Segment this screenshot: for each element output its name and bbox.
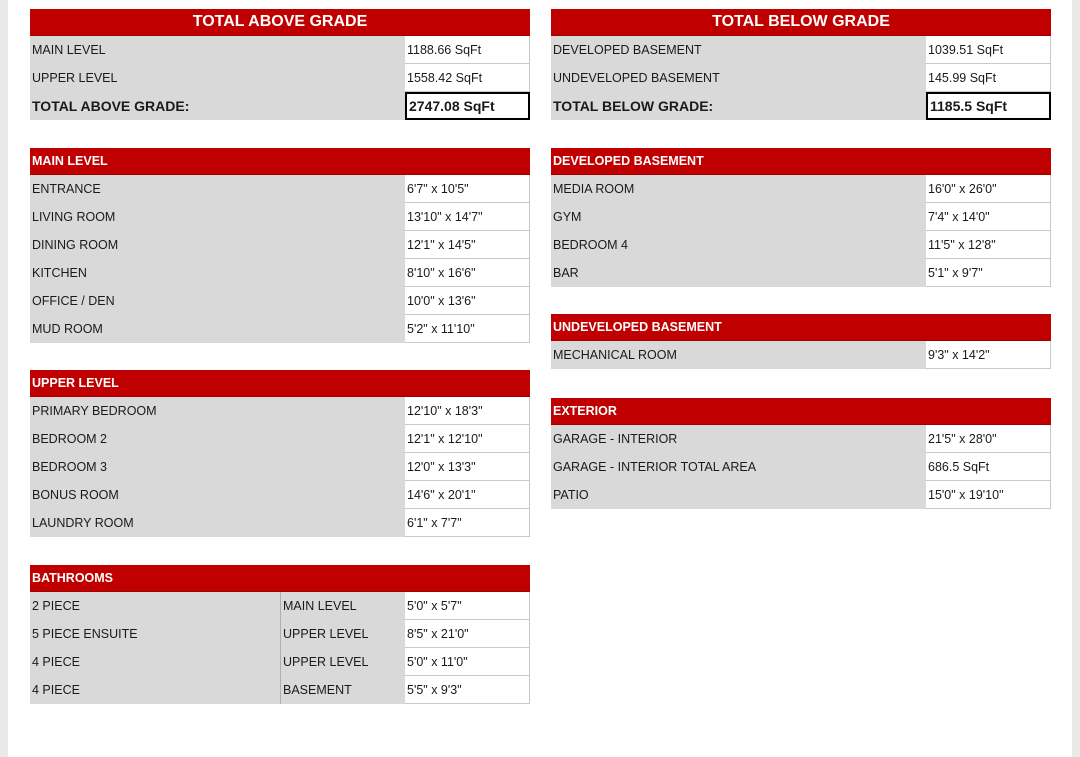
room-dimensions: 16'0" x 26'0" [926,175,1051,203]
bathroom-type: 4 PIECE [30,648,280,676]
table-row [551,36,1051,64]
room-label: KITCHEN [30,259,405,287]
room-dimensions: 21'5" x 28'0" [926,425,1051,453]
table-row [551,175,1051,203]
total-row [551,92,1051,120]
row-value: 1188.66 SqFt [405,36,530,64]
table-row [30,453,530,481]
room-dimensions: 12'1" x 12'10" [405,425,530,453]
row-value: 145.99 SqFt [926,64,1051,92]
bathroom-level: MAIN LEVEL [280,592,405,620]
row-label: MAIN LEVEL [30,36,405,64]
room-dimensions: 5'5" x 9'3" [405,676,530,704]
table-row [551,231,1051,259]
table-row [30,287,530,315]
main-level-table [30,148,530,343]
table-header: MAIN LEVEL [30,148,530,175]
table-row [551,481,1051,509]
room-label: DINING ROOM [30,231,405,259]
room-label: GARAGE - INTERIOR [551,425,926,453]
total-value: 1185.5 SqFt [926,92,1051,120]
room-dimensions: 5'2" x 11'10" [405,315,530,343]
room-label: PATIO [551,481,926,509]
room-label: BEDROOM 3 [30,453,405,481]
table-row [30,315,530,343]
room-dimensions: 13'10" x 14'7" [405,203,530,231]
bathroom-level: UPPER LEVEL [280,648,405,676]
room-dimensions: 9'3" x 14'2" [926,341,1051,369]
bathrooms-table [30,565,530,704]
room-label: MUD ROOM [30,315,405,343]
table-header: BATHROOMS [30,565,530,592]
room-label: BEDROOM 4 [551,231,926,259]
total-above-grade-table [30,9,530,120]
table-row [30,592,530,620]
table-row [30,64,530,92]
row-label: DEVELOPED BASEMENT [551,36,926,64]
row-label: UPPER LEVEL [30,64,405,92]
room-label: LAUNDRY ROOM [30,509,405,537]
total-row [30,92,530,120]
room-dimensions: 12'0" x 13'3" [405,453,530,481]
room-label: ENTRANCE [30,175,405,203]
room-dimensions: 10'0" x 13'6" [405,287,530,315]
bathroom-type: 2 PIECE [30,592,280,620]
table-row [30,676,530,704]
table-row [30,175,530,203]
table-row [30,259,530,287]
room-dimensions: 5'0" x 11'0" [405,648,530,676]
room-label: GYM [551,203,926,231]
room-label: MECHANICAL ROOM [551,341,926,369]
table-row [30,620,530,648]
room-dimensions: 8'10" x 16'6" [405,259,530,287]
room-dimensions: 15'0" x 19'10" [926,481,1051,509]
total-label: TOTAL BELOW GRADE: [551,92,926,120]
bathroom-type: 4 PIECE [30,676,280,704]
room-dimensions: 8'5" x 21'0" [405,620,530,648]
row-label: UNDEVELOPED BASEMENT [551,64,926,92]
room-label: BEDROOM 2 [30,425,405,453]
room-label: LIVING ROOM [30,203,405,231]
room-dimensions: 12'10" x 18'3" [405,397,530,425]
table-row [30,425,530,453]
table-header: UNDEVELOPED BASEMENT [551,314,1051,341]
table-row [551,203,1051,231]
row-value: 1558.42 SqFt [405,64,530,92]
table-header: UPPER LEVEL [30,370,530,397]
table-header: TOTAL ABOVE GRADE [30,9,530,36]
bathroom-level: UPPER LEVEL [280,620,405,648]
room-label: PRIMARY BEDROOM [30,397,405,425]
room-dimensions: 11'5" x 12'8" [926,231,1051,259]
room-label: BONUS ROOM [30,481,405,509]
total-label: TOTAL ABOVE GRADE: [30,92,405,120]
room-label: OFFICE / DEN [30,287,405,315]
table-row [30,203,530,231]
document-page [8,0,1072,757]
table-row [30,509,530,537]
developed-basement-table [551,148,1051,287]
room-dimensions: 12'1" x 14'5" [405,231,530,259]
room-label: GARAGE - INTERIOR TOTAL AREA [551,453,926,481]
table-row [30,481,530,509]
room-dimensions: 6'7" x 10'5" [405,175,530,203]
total-value: 2747.08 SqFt [405,92,530,120]
table-row [551,259,1051,287]
room-dimensions: 14'6" x 20'1" [405,481,530,509]
table-row [30,231,530,259]
room-dimensions: 5'1" x 9'7" [926,259,1051,287]
room-dimensions: 7'4" x 14'0" [926,203,1051,231]
upper-level-table [30,370,530,537]
table-row [551,341,1051,369]
table-header: TOTAL BELOW GRADE [551,9,1051,36]
table-row [551,425,1051,453]
table-header: EXTERIOR [551,398,1051,425]
table-row [30,397,530,425]
bathroom-type: 5 PIECE ENSUITE [30,620,280,648]
table-row [551,453,1051,481]
table-row [30,36,530,64]
room-dimensions: 5'0" x 5'7" [405,592,530,620]
room-label: BAR [551,259,926,287]
bathroom-level: BASEMENT [280,676,405,704]
row-value: 1039.51 SqFt [926,36,1051,64]
total-below-grade-table [551,9,1051,120]
undeveloped-basement-table [551,314,1051,369]
table-header: DEVELOPED BASEMENT [551,148,1051,175]
room-label: MEDIA ROOM [551,175,926,203]
table-row [30,648,530,676]
room-dimensions: 6'1" x 7'7" [405,509,530,537]
table-row [551,64,1051,92]
room-dimensions: 686.5 SqFt [926,453,1051,481]
exterior-table [551,398,1051,509]
